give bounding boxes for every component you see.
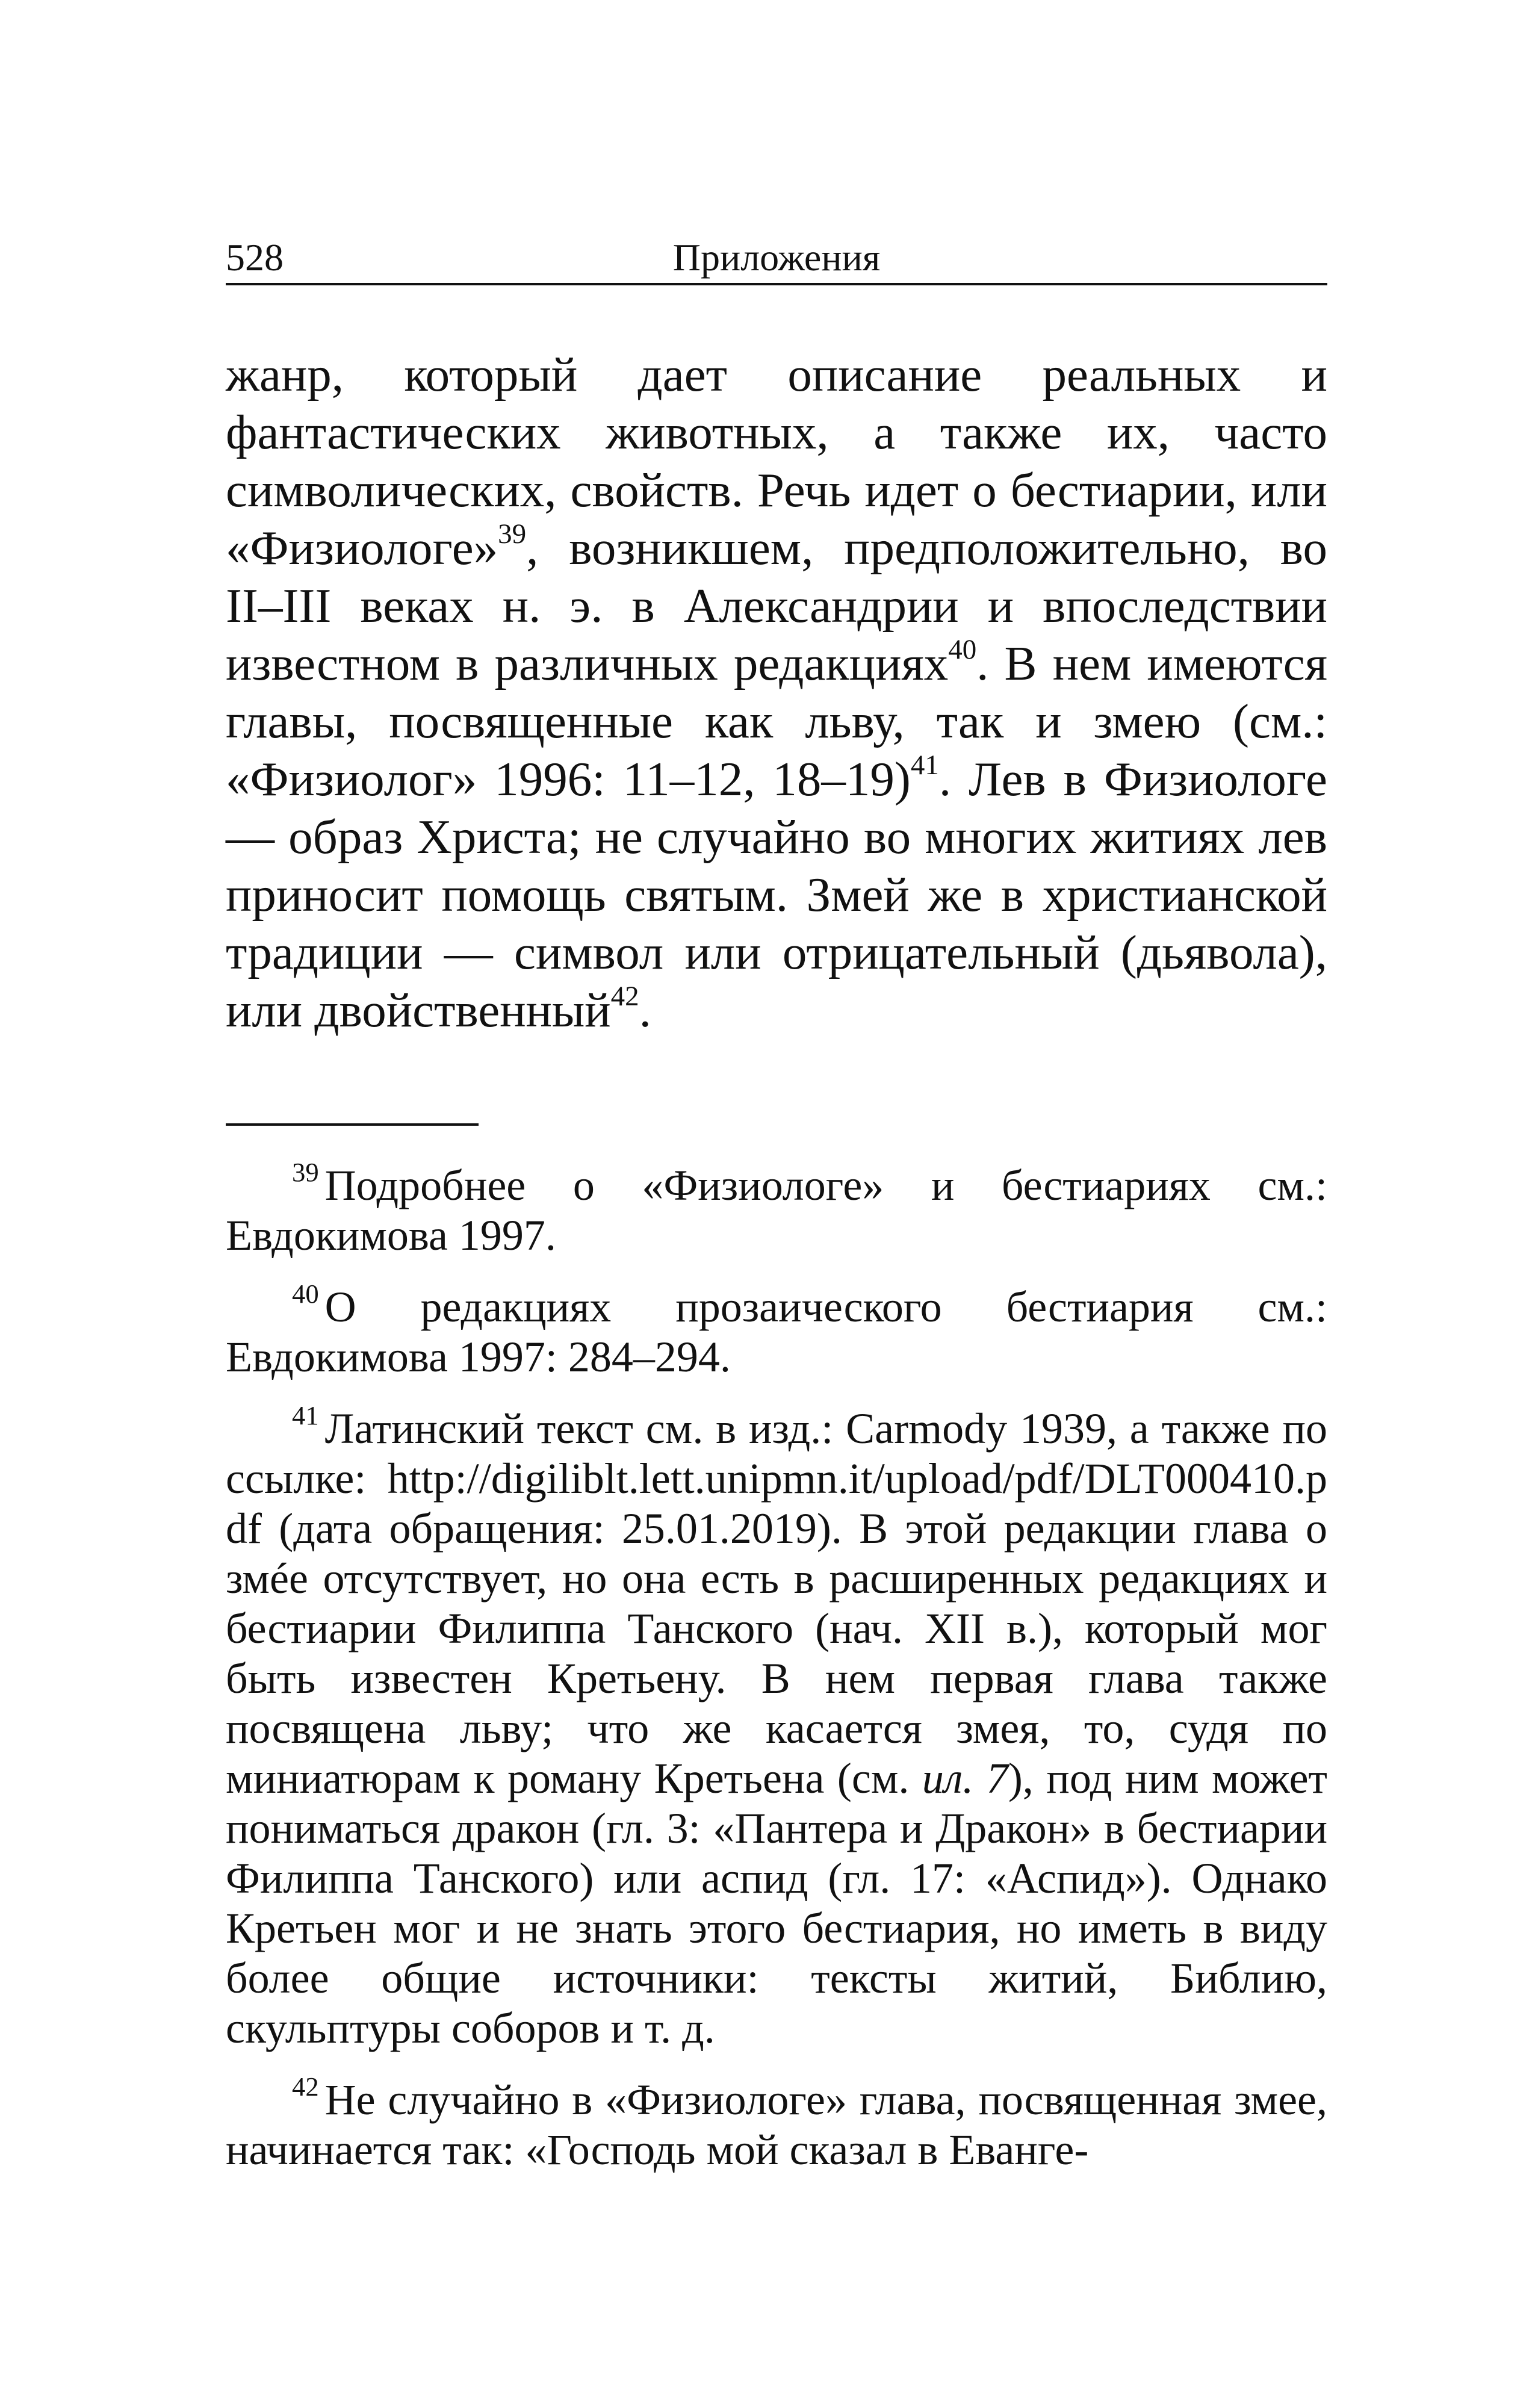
footnote-text: Подробнее о «Физиологе» и бестиариях см.: Евдокимова 1997. [226,1161,1327,1259]
footnote-number: 39 [292,1156,319,1187]
footnote-number: 40 [292,1278,319,1309]
book-page [226,223,1327,2197]
footnote-number: 42 [292,2071,319,2102]
main-text-part-1: жанр, который дает описание реальных и фантастических животных, а также их, часто символических, свойств. Речь идет о бестиарии, или «Физиологе» [226,347,1327,575]
footnote-link[interactable]: http://digiliblt.lett.unipmn.it/upload/pdf/DLT000410.pdf [226,1454,1327,1553]
footnote-number: 41 [292,1400,319,1430]
footnote-text-after-link: (дата обращения: 25.01.2019). В этой редакции глава о змéе отсутствует, но она есть в расширенных редакциях и бестиарии Филиппа Танского (нач. XII в.), который мог быть известен Кретьену. В нем первая глава также посвящена льву; что же касается змея, то, судя по миниатюрам к роману Кретьена (см. [226,1504,1327,1802]
page-header [226,223,1327,285]
footnote-reference-41: 41 [910,749,939,781]
footnote-text: О редакциях прозаического бестиария см.: Евдокимова 1997: 284–294. [226,1283,1327,1381]
main-paragraph [226,346,1327,1039]
illustration-reference: ил. 7 [922,1754,1008,1802]
footnote-40 [226,1278,1327,1382]
main-text-part-4: . Лев в Физиологе — образ Христа; не случайно во многих житиях лев приносит помощь святым. Змей же в христианской традиции — символ или отрицательный (дьявола), или двойственный [226,752,1327,1037]
page-number: 528 [226,236,284,279]
main-text-part-3: . В нем имеются главы, посвященные как льву, так и змею (см.: «Физиолог» 1996: 11–12, 18–19) [226,636,1327,806]
main-text-part-5: . [639,983,651,1037]
footnote-42 [226,2071,1327,2175]
footnote-39 [226,1156,1327,1261]
footnote-text: Не случайно в «Физиологе» глава, посвященная змее, начинается так: «Господь мой сказал в Еванге- [226,2076,1327,2174]
running-title: Приложения [672,236,881,279]
footnote-text-end: ), под ним может пониматься дракон (гл. 3: «Пантера и Дракон» в бестиарии Филиппа Танского) или аспид (гл. 17: «Аспид»). Однако Кретьен мог и не знать этого бестиария, но иметь в виду более общие источники: тексты житий, Библию, скульптуры соборов и т. д. [226,1754,1327,2052]
footnote-41 [226,1400,1327,2053]
main-text-part-2: , возникшем, предположительно, во II–III веках н. э. в Александрии и впоследствии известном в различных редакциях [226,521,1327,690]
footnotes [226,1156,1327,2175]
footnote-reference-39: 39 [498,518,527,550]
footnote-text-before-link: Латинский текст см. в изд.: Carmody 1939, а также по ссылке: [226,1404,1327,1503]
footnote-reference-42: 42 [610,980,639,1012]
main-text [226,346,1327,1039]
footnote-separator [226,1123,479,1126]
footnote-reference-40: 40 [948,633,977,665]
